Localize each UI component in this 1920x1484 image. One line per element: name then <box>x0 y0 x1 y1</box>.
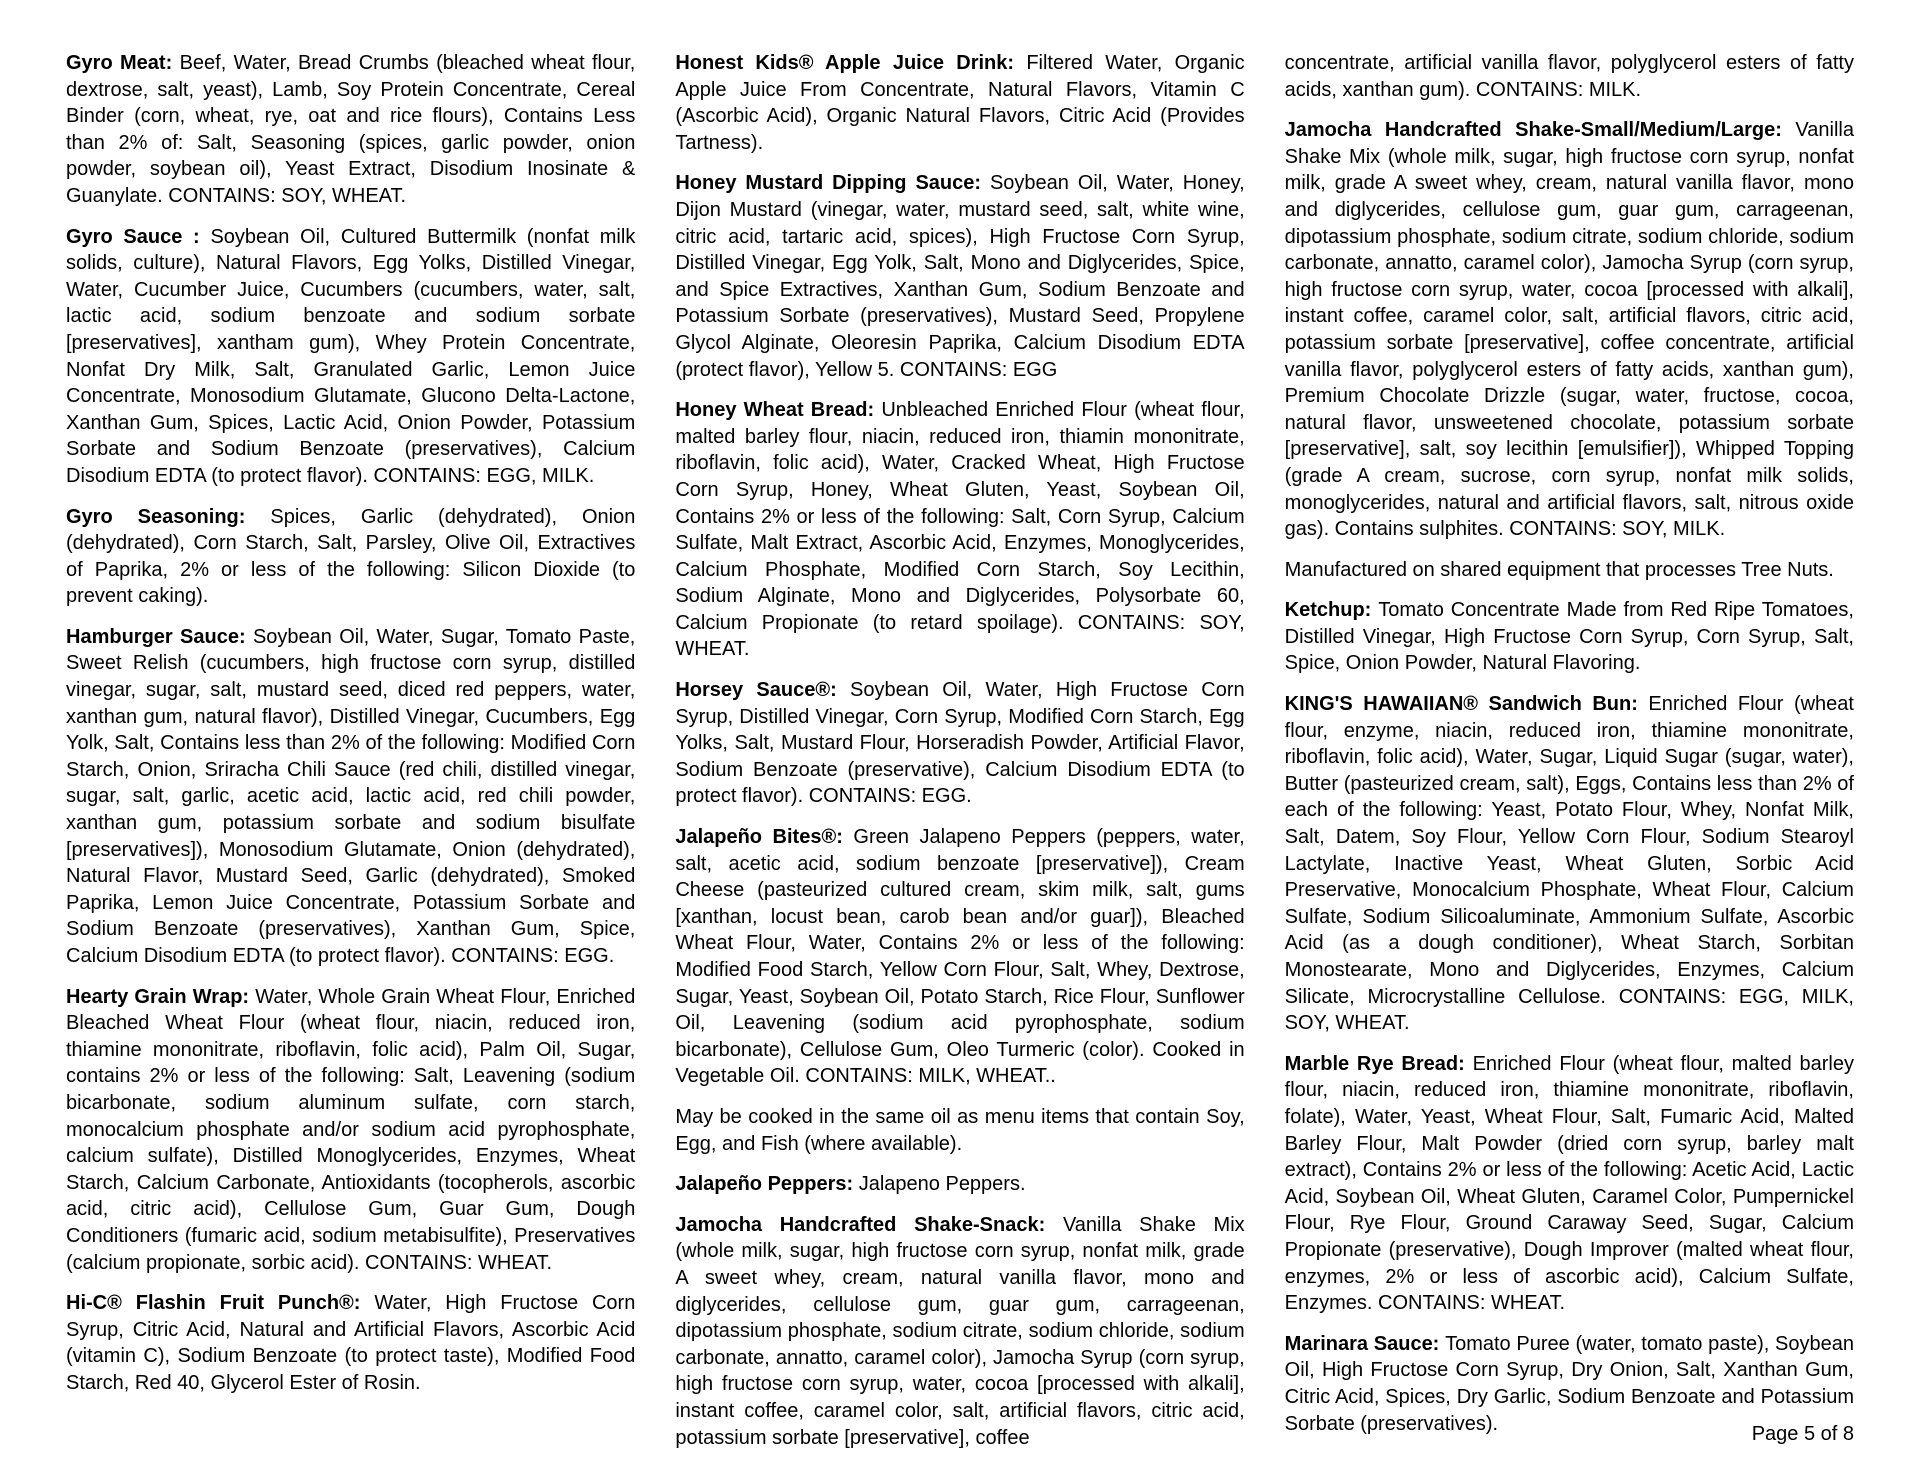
ingredient-entry <box>675 1104 1244 1157</box>
ingredient-list: Green Jalapeno Peppers (peppers, water, salt, acetic acid, sodium benzoate [preservative]), Cream Cheese (pasteurized cultured cream, skim milk, salt, gums [xanthan, locust bean, carob bean and/or guar]), Bleached Wheat Flour, Water, Contains 2% or less of the following: Modified Food Starch, Yellow Corn Flour, Salt, Whey, Dextrose, Sugar, Yeast, Soybean Oil, Potato Starch, Rice Flour, Sunflower Oil, Leavening (sodium acid pyrophosphate, sodium bicarbonate), Cellulose Gum, Oleo Turmeric (color). Cooked in Vegetable Oil. CONTAINS: MILK, WHEAT.. <box>675 826 1245 1088</box>
column-1 <box>66 50 635 1411</box>
ingredient-entry <box>66 1290 635 1396</box>
ingredient-name: Jamocha Handcrafted Shake-Snack: <box>675 1213 1063 1236</box>
ingredient-name: Marble Rye Bread: <box>1284 1052 1473 1075</box>
ingredient-name: Hearty Grain Wrap: <box>66 985 256 1008</box>
ingredient-entry <box>675 677 1244 810</box>
ingredient-entry <box>675 170 1244 383</box>
ingredient-name: Honey Mustard Dipping Sauce: <box>675 172 990 195</box>
ingredient-name: KING'S HAWAIIAN® Sandwich Bun: <box>1284 693 1649 716</box>
column-2 <box>675 50 1244 1465</box>
ingredient-list: Tomato Puree (water, tomato paste), Soybean Oil, High Fructose Corn Syrup, Dry Onion, Salt, Xanthan Gum, Citric Acid, Spices, Dry Garlic, Sodium Benzoate and Potassium Sorbate (preservatives). <box>1284 1332 1854 1435</box>
ingredient-name: Ketchup: <box>1284 599 1379 622</box>
ingredient-name: Honey Wheat Bread: <box>675 399 882 422</box>
ingredient-list: concentrate, artificial vanilla flavor, polyglycerol esters of fatty acids, xanthan gum). CONTAINS: MILK. <box>1284 52 1854 101</box>
ingredient-entry <box>1285 597 1854 677</box>
ingredient-name: Marinara Sauce: <box>1284 1332 1446 1355</box>
ingredient-list: Jalapeno Peppers. <box>858 1173 1026 1196</box>
ingredient-list: Soybean Oil, Water, Honey, Dijon Mustard (vinegar, water, mustard seed, salt, white wine, citric acid, tartaric acid, spices), High Fructose Corn Syrup, Distilled Vinegar, Egg Yolk, Salt, Mono and Diglycerides, Spice, and Spice Extractives, Xanthan Gum, Sodium Benzoate and Potassium Sorbate (preservatives), Mustard Seed, Propylene Glycol Alginate, Oleoresin Paprika, Calcium Disodium EDTA (protect flavor), Yellow 5. CONTAINS: EGG <box>675 172 1245 381</box>
ingredient-list: Water, Whole Grain Wheat Flour, Enriched Bleached Wheat Flour (wheat flour, niacin, reduced iron, thiamine mononitrate, riboflavin, folic acid), Palm Oil, Sugar, contains 2% or less of the following: Salt, Leavening (sodium bicarbonate, sodium aluminum sulfate, corn starch, monocalcium phosphate and/or sodium acid pyrophosphate, calcium sulfate), Distilled Monoglycerides, Enzymes, Wheat Starch, Calcium Carbonate, Antioxidants (tocopherols, ascorbic acid, citric acid), Cellulose Gum, Guar Gum, Dough Conditioners (fumaric acid, sodium metabisulfite), Preservatives (calcium propionate, sorbic acid). CONTAINS: WHEAT. <box>66 985 636 1274</box>
ingredient-entry <box>1285 691 1854 1037</box>
ingredient-entry <box>1285 50 1854 103</box>
ingredient-name: Horsey Sauce®: <box>675 679 851 702</box>
ingredient-list: Beef, Water, Bread Crumbs (bleached wheat flour, dextrose, salt, yeast), Lamb, Soy Protein Concentrate, Cereal Binder (corn, wheat, rye, oat and rice flours), Contains Less than 2% of: Salt, Seasoning (spices, garlic powder, onion powder, soybean oil), Yeast Extract, Disodium Inosinate & Guanylate. CONTAINS: SOY, WHEAT. <box>66 52 636 207</box>
ingredient-entry <box>675 824 1244 1090</box>
ingredient-name: Honest Kids® Apple Juice Drink: <box>675 52 1027 74</box>
ingredient-name: Jamocha Handcrafted Shake-Small/Medium/Large: <box>1284 119 1796 142</box>
ingredient-list: Spices, Garlic (dehydrated), Onion (dehydrated), Corn Starch, Salt, Parsley, Olive Oil, Extractives of Paprika, 2% or less of the following: Silicon Dioxide (to prevent caking). <box>66 505 636 608</box>
ingredient-entry <box>1285 557 1854 584</box>
ingredient-entry <box>66 224 635 490</box>
column-3 <box>1285 50 1854 1451</box>
ingredient-list: Tomato Concentrate Made from Red Ripe Tomatoes, Distilled Vinegar, High Fructose Corn Syrup, Corn Syrup, Salt, Spice, Onion Powder, Natural Flavoring. <box>1284 599 1854 675</box>
ingredient-entry <box>66 624 635 970</box>
page-number: Page 5 of 8 <box>1751 1423 1854 1445</box>
ingredient-entry <box>675 50 1244 156</box>
ingredient-entry <box>675 1171 1244 1198</box>
ingredient-list: Enriched Flour (wheat flour, malted barley flour, niacin, reduced iron, thiamine mononitrate, riboflavin, folate), Water, Yeast, Wheat Flour, Salt, Fumaric Acid, Malted Barley Flour, Malt Powder (dried corn syrup, barley malt extract), Contains 2% or less of the following: Acetic Acid, Lactic Acid, Soybean Oil, Wheat Gluten, Caramel Color, Pumpernickel Flour, Rye Flour, Ground Caraway Seed, Sugar, Calcium Propionate (preservative), Dough Improver (malted wheat flour, enzymes, 2% or less of ascorbic acid), Calcium Sulfate, Enzymes. CONTAINS: WHEAT. <box>1284 1052 1854 1315</box>
ingredient-name: Gyro Sauce : <box>66 225 211 248</box>
ingredient-entry <box>1285 1331 1854 1437</box>
ingredient-list: Manufactured on shared equipment that processes Tree Nuts. <box>1284 558 1834 581</box>
ingredient-name: Jalapeño Peppers: <box>675 1173 859 1196</box>
ingredient-name: Hamburger Sauce: <box>66 625 253 648</box>
ingredient-entry <box>66 984 635 1277</box>
ingredient-list: Soybean Oil, Water, High Fructose Corn Syrup, Distilled Vinegar, Corn Syrup, Modified Corn Starch, Egg Yolks, Salt, Mustard Flour, Horseradish Powder, Artificial Flavor, Sodium Benzoate (preservative), Calcium Disodium EDTA (to protect flavor). CONTAINS: EGG. <box>675 679 1245 808</box>
ingredient-entry <box>675 1212 1244 1451</box>
ingredient-entry <box>66 504 635 610</box>
ingredient-name: Gyro Seasoning: <box>66 505 271 528</box>
ingredient-entry <box>1285 1051 1854 1317</box>
ingredient-entry <box>1285 117 1854 543</box>
ingredient-name: Hi-C® Flashin Fruit Punch®: <box>66 1292 375 1315</box>
ingredient-list: Unbleached Enriched Flour (wheat flour, malted barley flour, niacin, reduced iron, thiamin mononitrate, riboflavin, folic acid), Water, Cracked Wheat, High Fructose Corn Syrup, Honey, Wheat Gluten, Yeast, Soybean Oil, Contains 2% or less of the following: Salt, Corn Syrup, Calcium Sulfate, Malt Extract, Ascorbic Acid, Enzymes, Monoglycerides, Calcium Phosphate, Modified Corn Starch, Soy Lecithin, Sodium Alginate, Mono and Diglycerides, Polysorbate 60, Calcium Propionate (to retard spoilage). CONTAINS: SOY, WHEAT. <box>675 399 1245 661</box>
ingredient-list: Filtered Water, Organic Apple Juice From Concentrate, Natural Flavors, Vitamin C (Ascorbic Acid), Organic Natural Flavors, Citric Acid (Provides Tartness). <box>675 52 1245 154</box>
ingredient-list: Vanilla Shake Mix (whole milk, sugar, high fructose corn syrup, nonfat milk, grade A sweet whey, cream, natural vanilla flavor, mono and diglycerides, cellulose gum, guar gum, carrageenan, dipotassium phosphate, sodium citrate, sodium chloride, sodium carbonate, annatto, caramel color), Jamocha Syrup (corn syrup, high fructose corn syrup, water, cocoa [processed with alkali], instant coffee, caramel color, salt, artificial flavors, citric acid, potassium sorbate [preservative], coffee <box>675 1213 1245 1449</box>
columns-container <box>66 50 1854 1465</box>
ingredient-list: Soybean Oil, Cultured Buttermilk (nonfat milk solids, culture), Natural Flavors, Egg Yolks, Distilled Vinegar, Water, Cucumber Juice, Cucumbers (cucumbers, water, salt, lactic acid, sodium benzoate and sodium sorbate [preservatives], xantham gum), Whey Protein Concentrate, Nonfat Dry Milk, Salt, Granulated Garlic, Lemon Juice Concentrate, Monosodium Glutamate, Glucono Delta-Lactone, Xanthan Gum, Spices, Lactic Acid, Onion Powder, Potassium Sorbate and Sodium Benzoate (preservatives), Calcium Disodium EDTA (to protect flavor). CONTAINS: EGG, MILK. <box>66 225 636 487</box>
ingredient-name: Jalapeño Bites®: <box>675 826 854 849</box>
ingredient-list: Enriched Flour (wheat flour, enzyme, niacin, reduced iron, thiamine mononitrate, riboflavin, folic acid), Water, Sugar, Liquid Sugar (sugar, water), Butter (pasteurized cream, salt), Eggs, Contains less than 2% of each of the following: Yeast, Potato Flour, Whey, Nonfat Milk, Salt, Datem, Soy Flour, Yellow Corn Flour, Sodium Stearoyl Lactylate, Inactive Yeast, Wheat Gluten, Sorbic Acid Preservative, Monocalcium Phosphate, Wheat Flour, Calcium Sulfate, Sodium Silicoaluminate, Ammonium Sulfate, Ascorbic Acid (as a dough conditioner), Wheat Starch, Sorbitan Monostearate, Mono and Diglycerides, Enzymes, Calcium Silicate, Microcrystalline Cellulose. CONTAINS: EGG, MILK, SOY, WHEAT. <box>1284 693 1854 1035</box>
ingredient-list: May be cooked in the same oil as menu items that contain Soy, Egg, and Fish (where available). <box>675 1105 1245 1155</box>
ingredient-name: Gyro Meat: <box>66 52 180 74</box>
ingredient-list: Water, High Fructose Corn Syrup, Citric Acid, Natural and Artificial Flavors, Ascorbic Acid (vitamin C), Sodium Benzoate (to protect taste), Modified Food Starch, Red 40, Glycerol Ester of Rosin. <box>66 1292 636 1394</box>
ingredient-list: Vanilla Shake Mix (whole milk, sugar, high fructose corn syrup, nonfat milk, grade A sweet whey, cream, natural vanilla flavor, mono and diglycerides, cellulose gum, guar gum, carrageenan, dipotassium phosphate, sodium citrate, sodium chloride, sodium carbonate, annatto, caramel color), Jamocha Syrup (corn syrup, high fructose corn syrup, water, cocoa [processed with alkali], instant coffee, caramel color, salt, artificial flavors, citric acid, potassium sorbate [preservative], coffee concentrate, artificial vanilla flavor, polyglycerol esters of fatty acids, xanthan gum), Premium Chocolate Drizzle (sugar, water, fructose, cocoa, natural flavor, unsweetened chocolate, potassium sorbate [preservative], salt, soy lecithin [emulsifier]), Whipped Topping (grade A cream, sucrose, corn syrup, nonfat milk solids, monoglycerides, natural and artificial flavors, salt, nitrous oxide gas). Contains sulphites. CONTAINS: SOY, MILK. <box>1284 119 1854 541</box>
ingredient-entry <box>66 50 635 210</box>
ingredient-entry <box>675 397 1244 663</box>
ingredient-list: Soybean Oil, Water, Sugar, Tomato Paste, Sweet Relish (cucumbers, high fructose corn syrup, distilled vinegar, sugar, salt, mustard seed, diced red peppers, water, xanthan gum, natural flavor), Distilled Vinegar, Cucumbers, Egg Yolk, Salt, Contains less than 2% of the following: Modified Corn Starch, Onion, Sriracha Chili Sauce (red chili, distilled vinegar, sugar, salt, garlic, acetic acid, lactic acid, red chili powder, xanthan gum, potassium sorbate and sodium bisulfate [preservatives]), Monosodium Glutamate, Onion (dehydrated), Natural Flavor, Mustard Seed, Garlic (dehydrated), Smoked Paprika, Lemon Juice Concentrate, Potassium Sorbate and Sodium Benzoate (preservatives), Xanthan Gum, Spice, Calcium Disodium EDTA (to protect flavor). CONTAINS: EGG. <box>66 625 636 967</box>
